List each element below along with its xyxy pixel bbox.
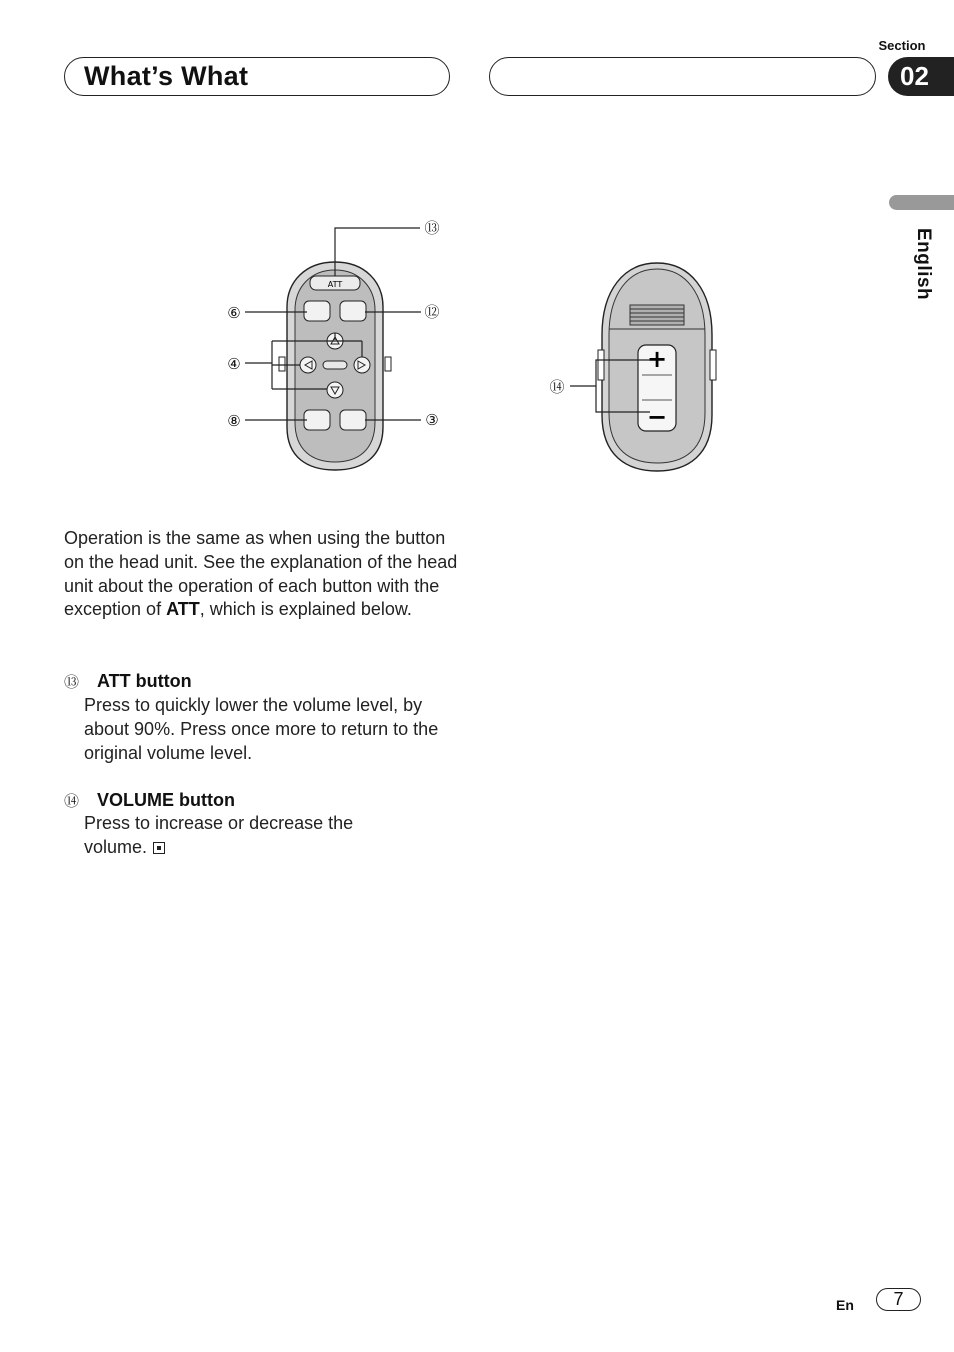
callout-12: ⑫ xyxy=(424,303,440,321)
plus-symbol: + xyxy=(646,345,668,373)
end-of-section-icon xyxy=(153,842,165,854)
minus-symbol: − xyxy=(646,403,668,431)
callout-6: ⑥ xyxy=(227,304,241,322)
remote-control-illustration xyxy=(215,212,455,482)
header-blank-frame xyxy=(489,57,876,96)
footer-language-code: En xyxy=(836,1297,854,1313)
callout-13: ⑬ xyxy=(424,219,440,237)
callout-3: ③ xyxy=(425,411,439,429)
intro-text-after: , which is explained below. xyxy=(199,599,412,620)
item-att-description: Press to quickly lower the volume level, by about 90%. Press once more to return to the original volume level. xyxy=(84,695,439,763)
intro-bold-att: ATT xyxy=(166,599,200,620)
callout-8: ⑧ xyxy=(227,412,241,430)
intro-text-before: Operation is the same as when using the button on the head unit. See the explanation of the head unit about the operation of each button with the exception of xyxy=(64,528,458,620)
item-volume-heading xyxy=(64,789,235,813)
callout-14: ⑭ xyxy=(549,378,565,396)
page-number: 7 xyxy=(876,1288,921,1311)
language-tab-marker xyxy=(889,195,954,210)
volume-unit-illustration xyxy=(540,255,730,480)
language-tab-label: English xyxy=(913,228,934,301)
intro-paragraph xyxy=(64,527,459,622)
item-volume-description xyxy=(84,812,374,860)
section-label: Section xyxy=(878,38,926,53)
item-volume-text: Press to increase or decrease the volume. xyxy=(84,813,354,857)
page-title: What’s What xyxy=(84,61,249,91)
callout-4: ④ xyxy=(227,355,241,373)
item-volume-title: VOLUME button xyxy=(97,790,235,810)
item-att-heading xyxy=(64,670,192,694)
item-att-title: ATT button xyxy=(97,671,192,691)
item-att-number: ⑬ xyxy=(64,673,80,691)
att-key-label: ATT xyxy=(327,280,343,289)
item-volume-number: ⑭ xyxy=(64,792,80,810)
section-number-badge: 02 xyxy=(888,57,954,96)
